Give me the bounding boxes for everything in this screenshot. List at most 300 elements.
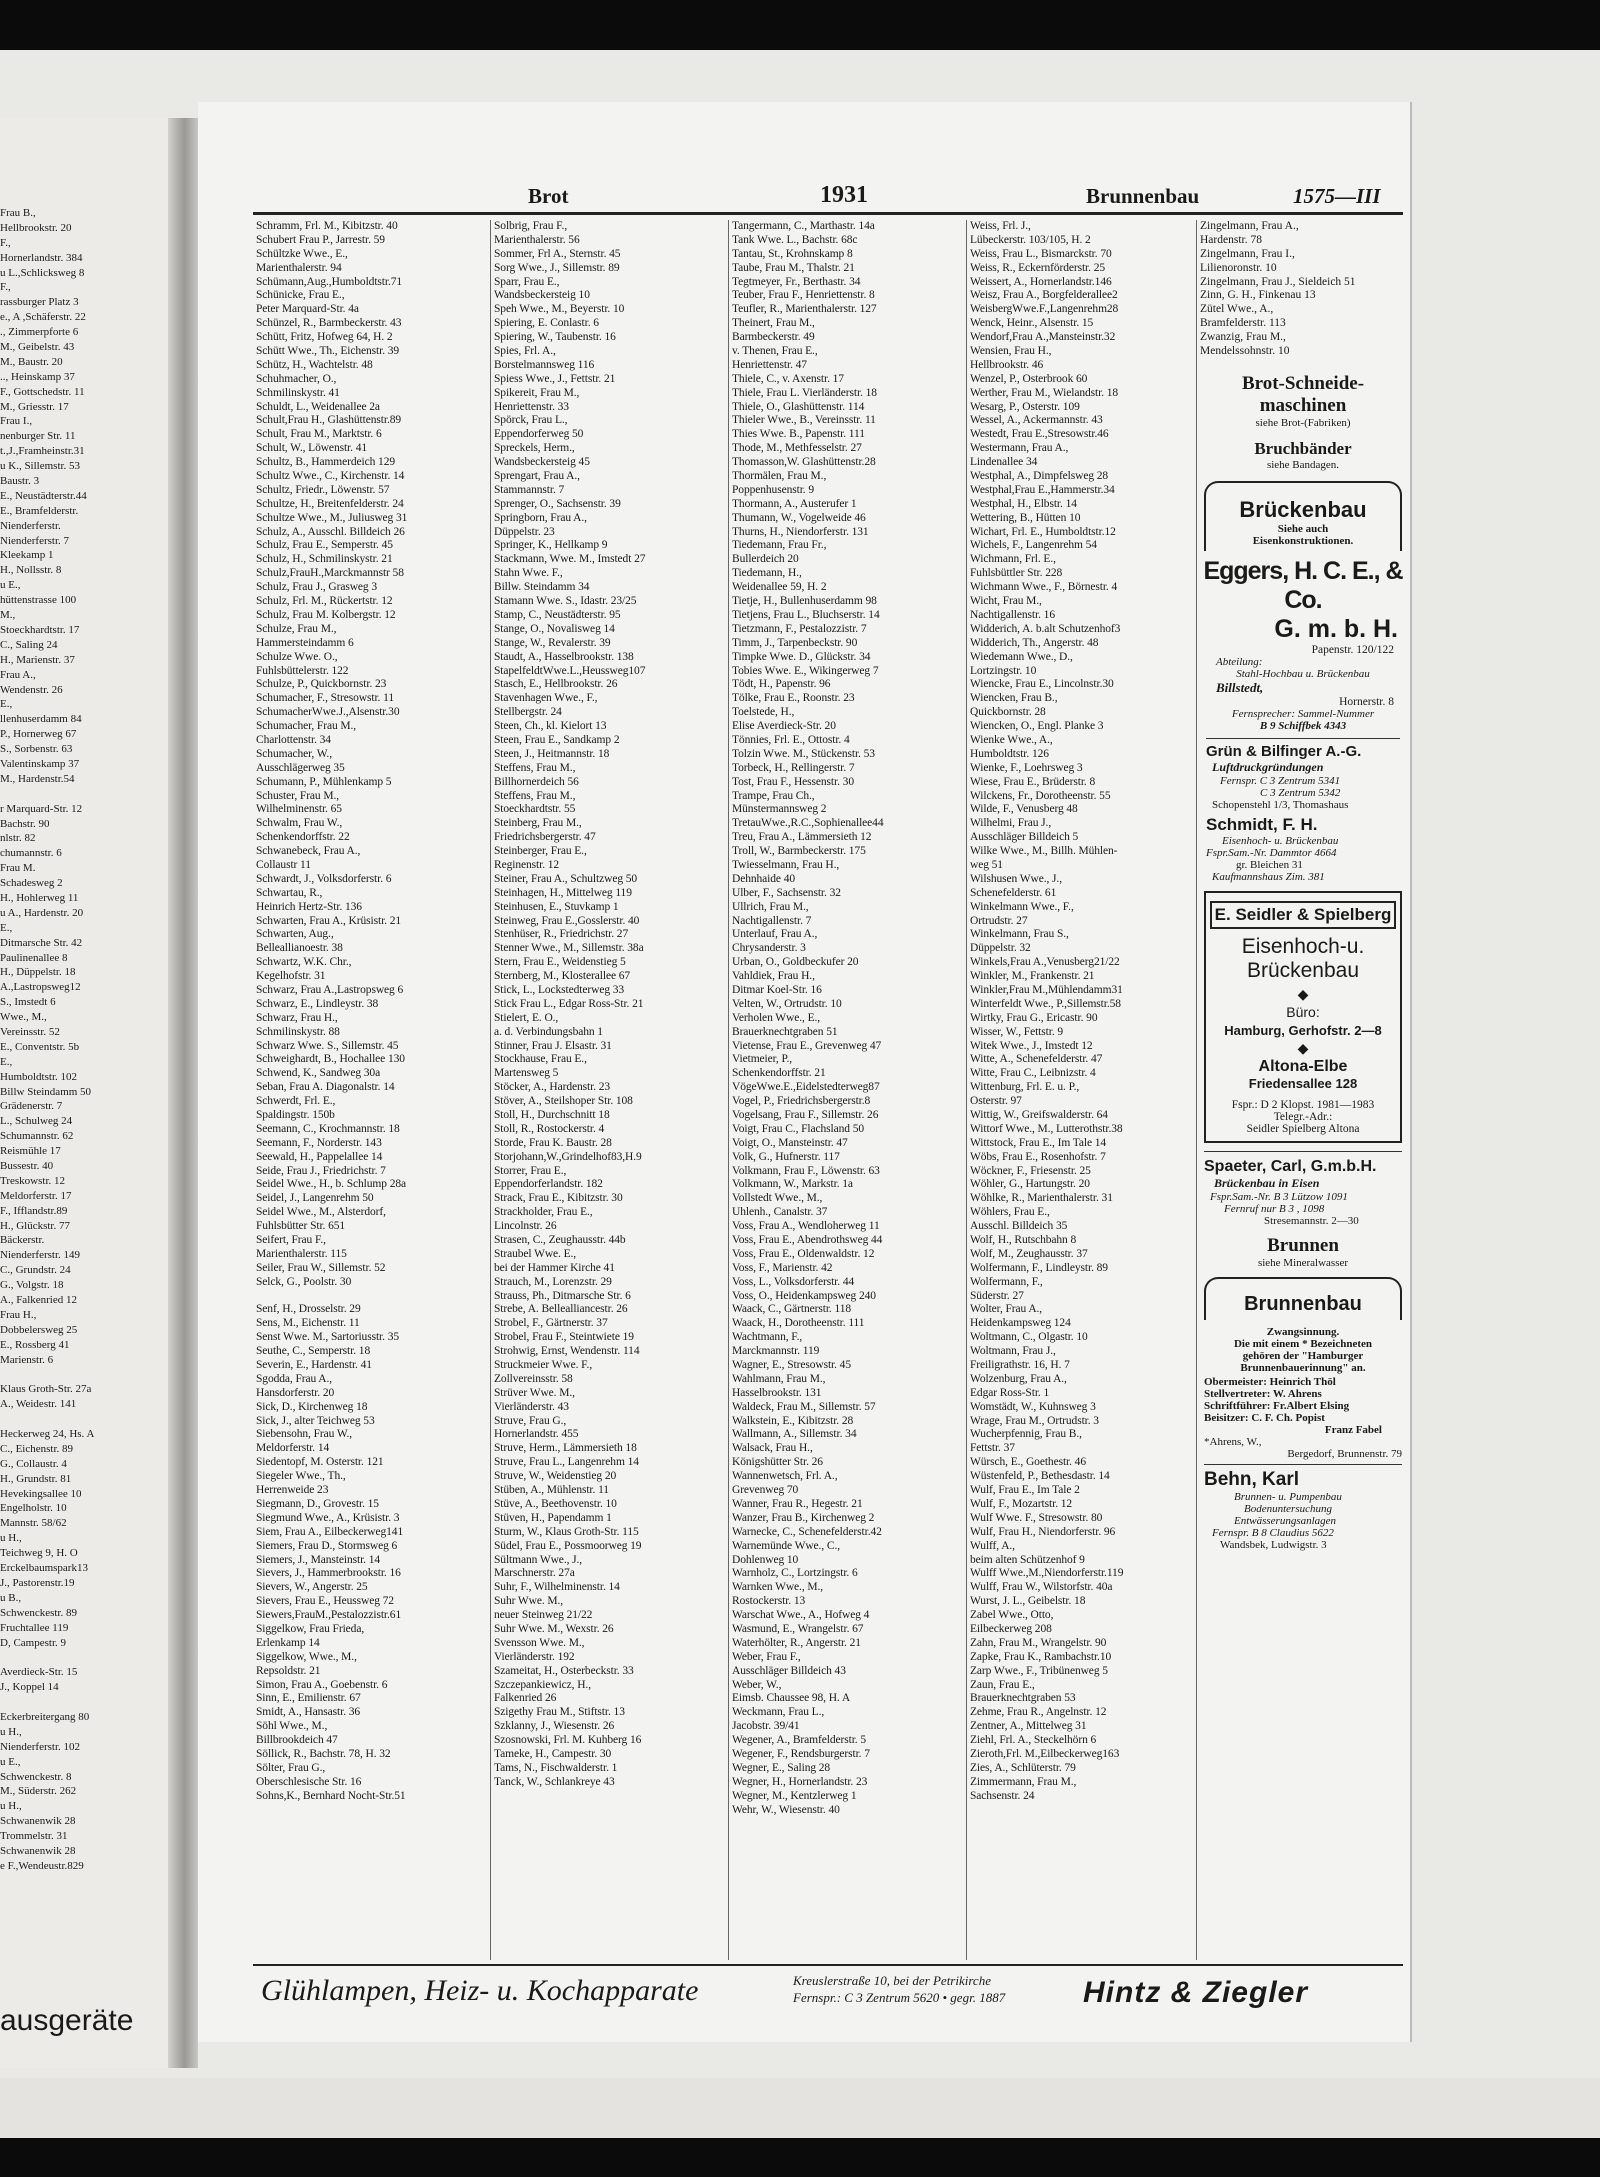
left-page-line: Hornerlandstr. 384 bbox=[0, 251, 83, 264]
directory-entry: Suhr Wwe. M., Wexstr. 26 bbox=[494, 1622, 614, 1635]
directory-entry: Stick Frau L., Edgar Ross-Str. 21 bbox=[494, 997, 644, 1010]
directory-entry: Stoeckhardtstr. 55 bbox=[494, 803, 576, 816]
brunnenbau-l5: Franz Fabel bbox=[1324, 1423, 1382, 1436]
directory-entry: Wulf Wwe. F., Stresowstr. 80 bbox=[970, 1511, 1103, 1524]
directory-entry: Steen, Ch., kl. Kielort 13 bbox=[494, 720, 607, 733]
directory-entry: Seemann, C., Krochmannstr. 18 bbox=[256, 1122, 400, 1135]
brunnenbau-l3: Schriftführer: Fr.Albert Elsing bbox=[1204, 1399, 1350, 1412]
directory-entry: Wöhlers, Frau E., bbox=[970, 1206, 1050, 1219]
directory-entry: Zieroth,Frl. M.,Eilbeckerweg163 bbox=[970, 1747, 1120, 1760]
directory-entry: Marienthalerstr. 94 bbox=[256, 261, 342, 274]
left-page-line: Hellbrookstr. 20 bbox=[0, 221, 72, 234]
directory-entry: Stange, O., Novalisweg 14 bbox=[494, 622, 615, 635]
brunnenbau-l4: Beisitzer: C. F. Ch. Popist bbox=[1204, 1411, 1325, 1424]
left-page-line: M., Geibelstr. 43 bbox=[0, 341, 75, 354]
directory-entry: Teuber, Frau F., Henriettenstr. 8 bbox=[732, 289, 875, 302]
directory-entry: Strobel, F., Gärtnerstr. 37 bbox=[494, 1317, 608, 1330]
directory-entry: Smidt, A., Hansastr. 36 bbox=[256, 1706, 361, 1719]
directory-entry: Winkels,Frau A.,Venusberg21/22 bbox=[970, 956, 1120, 969]
left-page-line: Bussestr. 40 bbox=[0, 1160, 54, 1172]
directory-entry: Barmbeckerstr. 49 bbox=[732, 331, 815, 344]
directory-entry: Werther, Frau M., Wielandstr. 18 bbox=[970, 386, 1119, 399]
directory-entry: Wandsbeckersteig 45 bbox=[494, 456, 590, 469]
directory-entry: Sprenger, O., Sachsenstr. 39 bbox=[494, 497, 621, 510]
directory-entry: Zabel Wwe., Otto, bbox=[970, 1609, 1054, 1622]
directory-entry: Seidel Wwe., H., b. Schlump 28a bbox=[256, 1178, 406, 1191]
directory-entry: Winkelmann, Frau S., bbox=[970, 928, 1069, 941]
directory-entry: Wichart, Frl. E., Humboldtstr.12 bbox=[970, 525, 1116, 538]
directory-entry: Stoll, R., Rostockerstr. 4 bbox=[494, 1122, 605, 1135]
directory-entry: Schütt Wwe., Th., Eichenstr. 39 bbox=[256, 345, 400, 358]
left-page-line: Meldorferstr. 17 bbox=[0, 1189, 72, 1202]
seidler-telegr: Telegr.-Adr.: bbox=[1273, 1110, 1333, 1123]
left-page-line: Hevekingsallee 10 bbox=[0, 1487, 82, 1500]
directory-entry: Schultze, H., Breitenfelderstr. 24 bbox=[256, 497, 404, 510]
directory-entry: Schulz, Frau E., Semperstr. 45 bbox=[256, 539, 393, 552]
left-page-line: Reismühle 17 bbox=[0, 1145, 61, 1158]
directory-entry: Schulze, Frau M., bbox=[256, 622, 337, 635]
directory-entry: Strack, Frau E., Kibitzstr. 30 bbox=[494, 1192, 623, 1205]
directory-entry: Weiss, R., Eckernförderstr. 25 bbox=[970, 261, 1106, 274]
directory-entry: Simon, Frau A., Goebenstr. 6 bbox=[256, 1678, 388, 1691]
directory-entry: Stern, Frau E., Weidenstieg 5 bbox=[494, 956, 626, 969]
directory-entry: Speh Wwe., M., Beyerstr. 10 bbox=[494, 303, 625, 316]
directory-entry: Wucherpfennig, Frau B., bbox=[970, 1428, 1082, 1441]
spaeter-f1: Fspr.Sam.-Nr. B 3 Lützow 1091 bbox=[1210, 1190, 1348, 1203]
directory-entry: Schumacher, F., Stresowstr. 11 bbox=[256, 692, 394, 705]
directory-entry: Schwanebeck, Frau A., bbox=[256, 845, 361, 858]
directory-entry: Struve, Frau G., bbox=[494, 1414, 567, 1427]
directory-entry: Thode, M., Methfesselstr. 27 bbox=[732, 442, 862, 455]
directory-entry: Zaun, Frau E., bbox=[970, 1678, 1035, 1691]
directory-entry: Sinn, E., Emilienstr. 67 bbox=[256, 1692, 361, 1705]
directory-entry: Wiese, Frau E., Brüderstr. 8 bbox=[970, 775, 1096, 788]
directory-entry: Dohlenweg 10 bbox=[732, 1553, 799, 1566]
gruen-sub: Luftdruckgründungen bbox=[1212, 759, 1324, 774]
directory-entry: Wettering, B., Hütten 10 bbox=[970, 511, 1081, 524]
left-page-line: nlstr. 82 bbox=[0, 832, 36, 845]
left-page-line: L., Schulweg 24 bbox=[0, 1115, 73, 1128]
left-page-line: .., Heinskamp 37 bbox=[0, 370, 75, 383]
directory-entry: Süderstr. 27 bbox=[970, 1289, 1024, 1302]
directory-entry: Wolter, Frau A., bbox=[970, 1303, 1043, 1316]
directory-entry: Ditmar Koel-Str. 16 bbox=[732, 983, 822, 996]
left-page-line: Fruchtallee 119 bbox=[0, 1621, 69, 1634]
directory-entry: Steffens, Frau M., bbox=[494, 761, 576, 774]
directory-entry: Siegmund Wwe., A., Krüsistr. 3 bbox=[256, 1511, 400, 1524]
directory-entry: Schubert Frau P., Jarrestr. 59 bbox=[256, 233, 385, 246]
seidler-allee: Friedensallee 128 bbox=[1248, 1075, 1358, 1091]
directory-entry: Tiedemann, Frau Fr., bbox=[732, 539, 827, 552]
brunnenbau-box bbox=[1204, 1277, 1402, 1320]
left-page-line: E., bbox=[0, 698, 13, 711]
left-page-line: Treskowstr. 12 bbox=[0, 1174, 65, 1187]
directory-entry: Fuhlsbüttelerstr. 122 bbox=[256, 664, 349, 677]
brunnen-title: Brunnen bbox=[1267, 1234, 1339, 1256]
left-page-line: Ditmarsche Str. 42 bbox=[0, 936, 83, 949]
directory-entry: Senst Wwe. M., Sartoriusstr. 35 bbox=[256, 1331, 399, 1344]
directory-entry: Witek Wwe., J., Imstedt 12 bbox=[970, 1039, 1093, 1052]
directory-entry: Sievers, J., Hammerbrookstr. 16 bbox=[256, 1567, 401, 1580]
directory-entry: Stinner, Frau J. Elsastr. 31 bbox=[494, 1039, 612, 1052]
brunnenbau-l2: Stellvertreter: W. Ahrens bbox=[1204, 1387, 1322, 1400]
left-page bbox=[0, 118, 168, 2068]
directory-entry: Tiedemann, H., bbox=[732, 567, 802, 580]
directory-entry: Stöcker, A., Hardenstr. 23 bbox=[494, 1081, 611, 1094]
directory-entry: Widderich, A. b.alt Schutzenhof3 bbox=[970, 622, 1121, 635]
eggers-name: Eggers, H. C. E., & Co. bbox=[1203, 556, 1403, 614]
book-gutter bbox=[168, 118, 198, 2068]
directory-entry: Weber, Frau F., bbox=[732, 1650, 801, 1663]
directory-entry: Peter Marquard-Str. 4a bbox=[256, 303, 359, 316]
directory-entry: Tameke, H., Campestr. 30 bbox=[494, 1747, 612, 1760]
directory-entry: Wolzenburg, Frau A., bbox=[970, 1372, 1067, 1385]
directory-entry: Südel, Frau E., Possmoorweg 19 bbox=[494, 1539, 642, 1552]
directory-entry: Schümann,Aug.,Humboldtstr.71 bbox=[256, 275, 403, 288]
left-page-line: Valentinskamp 37 bbox=[0, 757, 80, 770]
directory-entry: Wulff, A., bbox=[970, 1539, 1015, 1552]
directory-entry: Schwend, K., Sandweg 30a bbox=[256, 1067, 381, 1080]
schmidt-ad bbox=[1206, 815, 1400, 883]
directory-entry: Wulff Wwe.,M.,Niendorferstr.119 bbox=[970, 1567, 1124, 1580]
left-page-line: Schadesweg 2 bbox=[0, 877, 63, 890]
directory-entry: Hellbrookstr. 46 bbox=[970, 358, 1044, 371]
directory-entry: Waack, H., Dorotheenstr. 111 bbox=[732, 1317, 865, 1330]
seidler-buero: Büro: bbox=[1286, 1003, 1320, 1020]
spaeter-name: Spaeter, Carl, G.m.b.H. bbox=[1204, 1157, 1377, 1175]
directory-entry: Wöhlke, R., Marienthalerstr. 31 bbox=[970, 1192, 1113, 1205]
bruchbaender-see: siehe Bandagen. bbox=[1266, 458, 1340, 471]
spaeter-ad bbox=[1204, 1151, 1402, 1227]
directory-entry: Wisser, W., Fettstr. 9 bbox=[970, 1025, 1064, 1038]
directory-entry: Wicht, Frau M., bbox=[970, 595, 1042, 608]
diamond-icon: ◆ bbox=[1297, 1041, 1309, 1057]
directory-entry: Eppendorferweg 50 bbox=[494, 428, 584, 441]
directory-entry: Szosnowski, Frl. M. Kuhberg 16 bbox=[494, 1734, 642, 1747]
directory-entry: Siemers, Frau D., Stormsweg 6 bbox=[256, 1539, 398, 1552]
directory-entry: Bramfelderstr. 113 bbox=[1200, 317, 1286, 330]
brunnenbau-text bbox=[1204, 1326, 1402, 1460]
directory-entry: Brauerknechtgraben 51 bbox=[732, 1025, 838, 1038]
brueckenbau-title: Brückenbau bbox=[1239, 496, 1367, 522]
directory-entry: Hammersteindamm 6 bbox=[256, 636, 354, 649]
seidler-hamburg: Hamburg, Gerhofstr. 2—8 bbox=[1224, 1022, 1382, 1038]
brunnenbau-title: Brunnenbau bbox=[1244, 1292, 1362, 1315]
directory-entry: Warnecke, C., Schenefelderstr.42 bbox=[732, 1525, 882, 1538]
directory-entry: Schmilinskystr. 41 bbox=[256, 386, 340, 399]
directory-entry: Schwarz, Frau A.,Lastropsweg 6 bbox=[256, 983, 404, 996]
directory-entry: Steffens, Frau M., bbox=[494, 789, 576, 802]
directory-entry: Lindenallee 34 bbox=[970, 456, 1038, 469]
directory-entry: Storde, Frau K. Baustr. 28 bbox=[494, 1136, 612, 1149]
gruen-name: Grün & Bilfinger A.-G. bbox=[1206, 742, 1362, 760]
directory-entry: Thiele, C., v. Axenstr. 17 bbox=[732, 372, 844, 385]
eggers-billstedt: Billstedt, bbox=[1216, 679, 1264, 695]
directory-entry: Schultz Wwe., C., Kirchenstr. 14 bbox=[256, 470, 405, 483]
directory-entry: Szczepankiewicz, H., bbox=[494, 1678, 591, 1691]
directory-entry: Spörck, Frau L., bbox=[494, 414, 568, 427]
directory-entry: Severin, E., Hardenstr. 41 bbox=[256, 1359, 372, 1372]
left-page-line: P., Hornerweg 67 bbox=[0, 728, 77, 741]
directory-entry: Warnemünde Wwe., C., bbox=[732, 1539, 840, 1552]
directory-entry: Steinweg, Frau E.,Gosslerstr. 40 bbox=[494, 914, 640, 927]
directory-entry: Zingelmann, Frau J., Sieldeich 51 bbox=[1200, 275, 1356, 288]
directory-entry: Womstädt, W., Kuhnsweg 3 bbox=[970, 1400, 1096, 1413]
scan-bottom bbox=[0, 2078, 1600, 2138]
left-page-line: G., Collaustr. 4 bbox=[0, 1457, 67, 1470]
left-page-line: A., Weidestr. 141 bbox=[0, 1398, 77, 1411]
directory-entry: Schult,Frau H., Glashüttenstr.89 bbox=[256, 414, 402, 427]
left-page-line: F., bbox=[0, 236, 11, 249]
directory-entry: Westphal, A., Dimpfelsweg 28 bbox=[970, 470, 1109, 483]
directory-entry: Sprengart, Frau A., bbox=[494, 470, 580, 483]
directory-entry: Wilhelminenstr. 65 bbox=[256, 803, 342, 816]
left-page-line: C., Eichenstr. 89 bbox=[0, 1442, 74, 1455]
directory-entry: Vierländerstr. 43 bbox=[494, 1400, 569, 1413]
directory-entry: Wulf, Frau E., Im Tale 2 bbox=[970, 1484, 1080, 1497]
column-1 bbox=[256, 220, 488, 1804]
left-page-line: Trommelstr. 31 bbox=[0, 1830, 68, 1843]
directory-entry: Strauss, Ph., Ditmarsche Str. 6 bbox=[494, 1289, 631, 1302]
left-page-line: E., Bramfelderstr. bbox=[0, 504, 79, 517]
directory-entry: Wöbs, Frau E., Rosenhofstr. 7 bbox=[970, 1150, 1106, 1163]
directory-entry: Winkelmann Wwe., F., bbox=[970, 900, 1074, 913]
directory-entry: Strüver Wwe. M., bbox=[494, 1386, 575, 1399]
directory-entry bbox=[256, 1290, 488, 1304]
directory-entry: Tietzmann, F., Pestalozzistr. 7 bbox=[732, 622, 867, 635]
directory-entry: Strebe, A. Bellealliancestr. 26 bbox=[494, 1303, 628, 1316]
left-page-line: hüttenstrasse 100 bbox=[0, 594, 77, 607]
directory-entry: Heinrich Hertz-Str. 136 bbox=[256, 900, 362, 913]
directory-entry: Siegeler Wwe., Th., bbox=[256, 1470, 346, 1483]
left-page-line: Schumannstr. 62 bbox=[0, 1130, 74, 1143]
left-page-line: E., bbox=[0, 1055, 13, 1068]
left-page-line: Marienstr. 6 bbox=[0, 1353, 54, 1366]
directory-entry: Zütel Wwe., A., bbox=[1200, 303, 1274, 316]
left-page-line: Grädenerstr. 7 bbox=[0, 1100, 63, 1113]
directory-entry: Thiele, O., Glashüttenstr. 114 bbox=[732, 400, 865, 413]
right-page bbox=[198, 102, 1410, 2042]
directory-entry: Thurns, H., Niendorferstr. 131 bbox=[732, 525, 869, 538]
directory-entry: Wittstock, Frau E., Im Tale 14 bbox=[970, 1136, 1107, 1149]
directory-entry: Zahn, Frau M., Wrangelstr. 90 bbox=[970, 1636, 1107, 1649]
directory-entry: Schütz, H., Wachtelstr. 48 bbox=[256, 358, 373, 371]
directory-entry: Wasmund, E., Wrangelstr. 67 bbox=[732, 1622, 864, 1635]
directory-entry: Marienthalerstr. 56 bbox=[494, 233, 580, 246]
directory-entry: Weidenallee 59, H. 2 bbox=[732, 581, 827, 594]
directory-entry: Bullerdeich 20 bbox=[732, 553, 799, 566]
directory-entry: Steinberger, Frau E., bbox=[494, 845, 587, 858]
schmidt-sub: Eisenhoch- u. Brückenbau bbox=[1222, 834, 1339, 847]
directory-entry: Spiess Wwe., J., Fettstr. 21 bbox=[494, 372, 616, 385]
directory-entry: Wolf, H., Rutschbahn 8 bbox=[970, 1234, 1077, 1247]
directory-entry: Schuldt, L., Weidenallee 2a bbox=[256, 400, 380, 413]
directory-entry: Eimsb. Chaussee 98, H. A bbox=[732, 1692, 851, 1705]
directory-entry: Siggelkow, Wwe., M., bbox=[256, 1650, 357, 1663]
left-page-line: M., Baustr. 20 bbox=[0, 355, 63, 368]
directory-entry: Schwarz Wwe. S., Sillemstr. 45 bbox=[256, 1039, 399, 1052]
column-5-entries bbox=[1200, 220, 1406, 359]
left-page-line: Engelholstr. 10 bbox=[0, 1502, 67, 1515]
directory-entry: Velten, W., Ortrudstr. 10 bbox=[732, 997, 842, 1010]
directory-entry: Stenner Wwe., M., Sillemstr. 38a bbox=[494, 942, 644, 955]
directory-entry: Wurst, J. L., Geibelstr. 18 bbox=[970, 1595, 1086, 1608]
directory-entry: Winkler,Frau M.,Mühlendamm31 bbox=[970, 983, 1123, 996]
directory-entry: Poppenhusenstr. 9 bbox=[732, 483, 814, 496]
left-page-line: S., Sorbenstr. 63 bbox=[0, 743, 73, 756]
column-3 bbox=[732, 220, 964, 1817]
seidler-ad bbox=[1204, 891, 1402, 1143]
directory-entry: Wilckens, Fr., Dorotheenstr. 55 bbox=[970, 789, 1111, 802]
directory-entry: TretauWwe.,R.C.,Sophienallee44 bbox=[732, 817, 884, 830]
directory-entry: Zinn, G. H., Finkenau 13 bbox=[1200, 289, 1316, 302]
directory-entry: Troll, W., Barmbeckerstr. 175 bbox=[732, 845, 866, 858]
directory-entry: Wagner, E., Stresowstr. 45 bbox=[732, 1359, 851, 1372]
left-page-line: E., Conventstr. 5b bbox=[0, 1040, 80, 1053]
directory-entry: Lortzingstr. 10 bbox=[970, 664, 1037, 677]
directory-entry: Eppendorferlandstr. 182 bbox=[494, 1178, 603, 1191]
directory-entry: Steinhagen, H., Mittelweg 119 bbox=[494, 886, 632, 899]
left-page-line: C., Saling 24 bbox=[0, 638, 58, 651]
directory-entry: Ausschlägerweg 35 bbox=[256, 761, 345, 774]
directory-entry: Martensweg 5 bbox=[494, 1067, 559, 1080]
schmidt-f: Fspr.Sam.-Nr. Dammtor 4664 bbox=[1206, 846, 1337, 859]
behn-sub2: Bodenuntersuchung bbox=[1244, 1502, 1332, 1515]
directory-entry: Zimmermann, Frau M., bbox=[970, 1775, 1077, 1788]
seidler-line1: Eisenhoch-u. bbox=[1241, 934, 1365, 958]
directory-entry: Siem, Frau A., Eilbeckerweg141 bbox=[256, 1525, 404, 1538]
directory-entry: Strasen, C., Zeughausstr. 44b bbox=[494, 1234, 626, 1247]
left-page-line: Frau I., bbox=[0, 415, 33, 428]
brunnenbau-text1: Die mit einem * Bezeichneten bbox=[1233, 1337, 1373, 1350]
directory-entry: Wittenburg, Frl. E. u. P., bbox=[970, 1081, 1080, 1094]
directory-entry: Sachsenstr. 24 bbox=[970, 1789, 1035, 1802]
directory-entry: Vietense, Frau E., Grevenweg 47 bbox=[732, 1039, 882, 1052]
gruen-f1: Fernspr. C 3 Zentrum 5341 bbox=[1220, 774, 1341, 787]
directory-entry: Stick, L., Lockstedterweg 33 bbox=[494, 983, 625, 996]
directory-entry: Wöhler, G., Hartungstr. 20 bbox=[970, 1178, 1090, 1191]
directory-entry: StapelfeldtWwe.L.,Heussweg107 bbox=[494, 664, 646, 677]
directory-entry: Stüben, A., Mühlenstr. 11 bbox=[494, 1484, 609, 1497]
directory-entry: Billbrookdeich 47 bbox=[256, 1734, 338, 1747]
directory-entry: Sievers, Frau E., Heussweg 72 bbox=[256, 1595, 394, 1608]
directory-entry: Schwartau, R., bbox=[256, 886, 323, 899]
directory-entry: Warnholz, C., Lortzingstr. 6 bbox=[732, 1567, 858, 1580]
directory-entry: Waack, C., Gärtnerstr. 118 bbox=[732, 1303, 851, 1316]
left-page-line: Averdieck-Str. 15 bbox=[0, 1666, 78, 1679]
directory-entry: Wendorf,Frau A.,Mansteinstr.32 bbox=[970, 331, 1116, 344]
directory-entry: Stange, W., Revalerstr. 39 bbox=[494, 636, 611, 649]
column-divider bbox=[966, 220, 967, 1960]
left-page-line: llenhuserdamm 84 bbox=[0, 713, 82, 726]
ahrens-entry: *Ahrens, W., bbox=[1204, 1435, 1262, 1448]
directory-entry: Falkenried 26 bbox=[494, 1692, 557, 1705]
directory-entry: Wichmann Wwe., F., Börnestr. 4 bbox=[970, 581, 1118, 594]
directory-entry: Trampe, Frau Ch., bbox=[732, 789, 815, 802]
brueckenbau-see1: Siehe auch bbox=[1277, 522, 1329, 535]
directory-entry: Seiler, Frau W., Sillemstr. 52 bbox=[256, 1261, 386, 1274]
left-page-line: Nienderferstr. bbox=[0, 519, 61, 532]
directory-entry: Wachtmann, F., bbox=[732, 1331, 803, 1344]
directory-entry: Schütt, Fritz, Hofweg 64, H. 2 bbox=[256, 331, 393, 344]
directory-entry: Schulz, Frl. M., Rückertstr. 12 bbox=[256, 595, 393, 608]
directory-entry: Wensien, Frau H., bbox=[970, 345, 1052, 358]
directory-entry: Schenkendorffstr. 22 bbox=[256, 831, 350, 844]
left-page-line: M., Süderstr. 262 bbox=[0, 1785, 77, 1798]
directory-entry: Urban, O., Goldbeckufer 20 bbox=[732, 956, 859, 969]
directory-entry: Voss, Frau E., Oldenwaldstr. 12 bbox=[732, 1247, 875, 1260]
schmidt-name: Schmidt, F. H. bbox=[1206, 814, 1318, 834]
eggers-abt2: Stahl-Hochbau u. Brückenbau bbox=[1236, 667, 1370, 680]
directory-entry: Tietjens, Frau L., Bluchserstr. 14 bbox=[732, 608, 880, 621]
directory-entry: Siegmann, D., Grovestr. 15 bbox=[256, 1497, 379, 1510]
left-page-line bbox=[0, 1367, 168, 1382]
directory-entry: Suhr Wwe. M., bbox=[494, 1595, 564, 1608]
directory-entry: Thieler Wwe., B., Vereinsstr. 11 bbox=[732, 414, 876, 427]
left-page-line: Schwanenwik 28 bbox=[0, 1815, 76, 1828]
directory-entry: Schulz,FrauH.,Marckmannstr 58 bbox=[256, 567, 404, 580]
left-page-line: nenburger Str. 11 bbox=[0, 430, 76, 443]
directory-entry: Steinberg, Frau M., bbox=[494, 817, 582, 830]
behn-f: Fernspr. B 8 Claudius 5622 bbox=[1212, 1526, 1334, 1539]
directory-entry: Charlottenstr. 34 bbox=[256, 733, 331, 746]
directory-entry: Wulff, Frau W., Wilstorfstr. 40a bbox=[970, 1581, 1113, 1594]
directory-entry: Voss, L., Volksdorferstr. 44 bbox=[732, 1275, 855, 1288]
directory-entry: v. Thenen, Frau E., bbox=[732, 345, 818, 358]
behn-sub1: Brunnen- u. Pumpenbau bbox=[1234, 1490, 1342, 1503]
schmidt-addr: gr. Bleichen 31 bbox=[1236, 858, 1303, 871]
directory-entry: Ziehl, Frl. A., Steckelhörn 6 bbox=[970, 1734, 1097, 1747]
directory-entry: Voss, F., Marienstr. 42 bbox=[732, 1261, 833, 1274]
directory-entry: Sölter, Frau G., bbox=[256, 1761, 326, 1774]
left-page-line: H., Glückstr. 77 bbox=[0, 1219, 70, 1232]
directory-entry: Sturm, W., Klaus Groth-Str. 115 bbox=[494, 1525, 639, 1538]
directory-entry: Wehr, W., Wiesenstr. 40 bbox=[732, 1803, 840, 1816]
directory-entry: Storrer, Frau E., bbox=[494, 1164, 567, 1177]
directory-entry: Struve, W., Weidenstieg 20 bbox=[494, 1470, 617, 1483]
footer-ad-mid bbox=[793, 1972, 1005, 2006]
directory-entry: Friedrichsbergerstr. 47 bbox=[494, 831, 596, 844]
directory-entry: Wittorf Wwe., M., Lutterothstr.38 bbox=[970, 1122, 1123, 1135]
directory-entry: Wüstenfeld, P., Bethesdastr. 14 bbox=[970, 1470, 1110, 1483]
seidler-telegr2: Seidler Spielberg Altona bbox=[1246, 1122, 1360, 1135]
directory-entry: Weissert, A., Hornerlandstr.146 bbox=[970, 275, 1112, 288]
directory-entry: Seide, Frau J., Friedrichstr. 7 bbox=[256, 1164, 386, 1177]
left-page-line: F., bbox=[0, 281, 11, 294]
left-page-line: C., Grundstr. 24 bbox=[0, 1264, 71, 1277]
left-page-line: u K., Sillemstr. 53 bbox=[0, 460, 81, 473]
directory-entry: Edgar Ross-Str. 1 bbox=[970, 1386, 1050, 1399]
directory-entry: Thiele, Frau L. Vierländerstr. 18 bbox=[732, 386, 877, 399]
left-page-line: u H., bbox=[0, 1800, 22, 1813]
directory-entry: Schweighardt, B., Hochallee 130 bbox=[256, 1053, 405, 1066]
directory-entry: Seidel, J., Langenrehm 50 bbox=[256, 1192, 374, 1205]
left-page-line: Frau M. bbox=[0, 862, 36, 875]
left-page-line: H., Grundstr. 81 bbox=[0, 1472, 72, 1485]
left-page-line bbox=[0, 787, 168, 802]
left-page-line: u E., bbox=[0, 1755, 21, 1768]
directory-entry: Zehme, Frau R., Angelnstr. 12 bbox=[970, 1706, 1107, 1719]
directory-entry: Stahn Wwe. F., bbox=[494, 567, 563, 580]
directory-entry: Schwarz, E., Lindleystr. 38 bbox=[256, 997, 379, 1010]
directory-entry: Wichels, F., Langenrehm 54 bbox=[970, 539, 1097, 552]
left-page-line: Nienderferstr. 7 bbox=[0, 534, 70, 547]
left-page-line: Frau A., bbox=[0, 668, 36, 681]
left-page-line: u H., bbox=[0, 1725, 22, 1738]
directory-entry: Winkler, M., Frankenstr. 21 bbox=[970, 970, 1095, 983]
directory-entry: Strohwig, Ernst, Wendenstr. 114 bbox=[494, 1345, 640, 1358]
directory-entry: Stasch, E., Hellbrookstr. 26 bbox=[494, 678, 618, 691]
